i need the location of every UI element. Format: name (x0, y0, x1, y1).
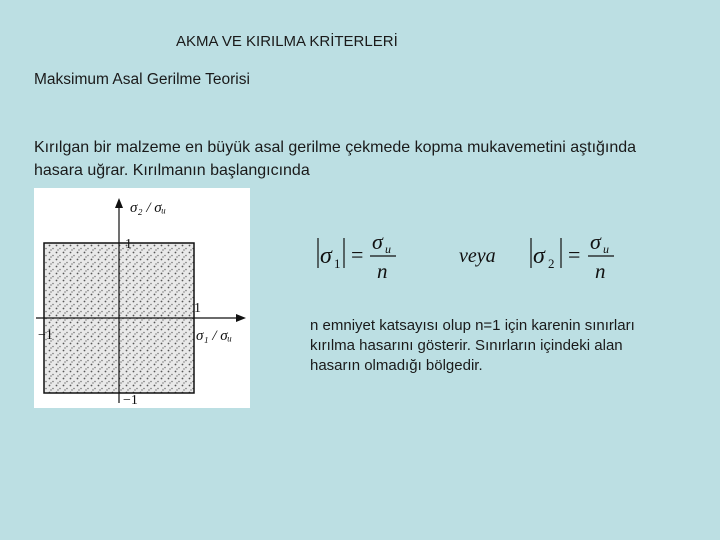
formula-svg (296, 222, 636, 294)
intro-paragraph: Kırılgan bir malzeme en büyük asal gerilme çekmede kopma mukavemetini aştığında hasara uğrar. Kırılmanın başlangıcında (34, 139, 637, 179)
failure-envelope-figure (34, 188, 250, 408)
numerator-sigma-2: σ (590, 229, 601, 254)
numerator-sub-2: u (603, 242, 609, 256)
x-axis-label: σ₁ / σᵤ (196, 328, 233, 344)
sigma2-subscript: 2 (548, 256, 555, 271)
sigma1-symbol: σ (320, 243, 332, 269)
numerator-sigma-1: σ (372, 229, 383, 254)
denominator-1: n (377, 259, 388, 283)
tick-top: 1 (125, 237, 132, 252)
slide-subtitle: Maksimum Asal Gerilme Teorisi (34, 71, 250, 88)
explanation-note: n emniyet katsayısı olup n=1 için karenin sınırları kırılma hasarını gösterir. Sınırların içindeki alan hasarın olmadığı bölgedir. (310, 317, 635, 374)
tick-right: 1 (194, 301, 201, 316)
svg-text:=: = (351, 242, 364, 267)
slide-title: AKMA VE KIRILMA KRİTERLERİ (176, 33, 398, 50)
tick-bottom: −1 (123, 393, 138, 408)
y-axis-arrow (115, 198, 123, 208)
x-axis-arrow (236, 314, 246, 322)
svg-text:=: = (568, 242, 581, 267)
sigma1-subscript: 1 (334, 256, 341, 271)
sigma2-symbol: σ (533, 243, 545, 269)
failure-envelope-diagram (34, 188, 250, 408)
y-axis-label: σ₂ / σᵤ (130, 200, 167, 216)
tick-left: −1 (38, 328, 53, 343)
numerator-sub-1: u (385, 242, 391, 256)
failure-criterion-formula (296, 222, 636, 294)
denominator-2: n (595, 259, 606, 283)
formula-connector: veya (459, 245, 496, 267)
